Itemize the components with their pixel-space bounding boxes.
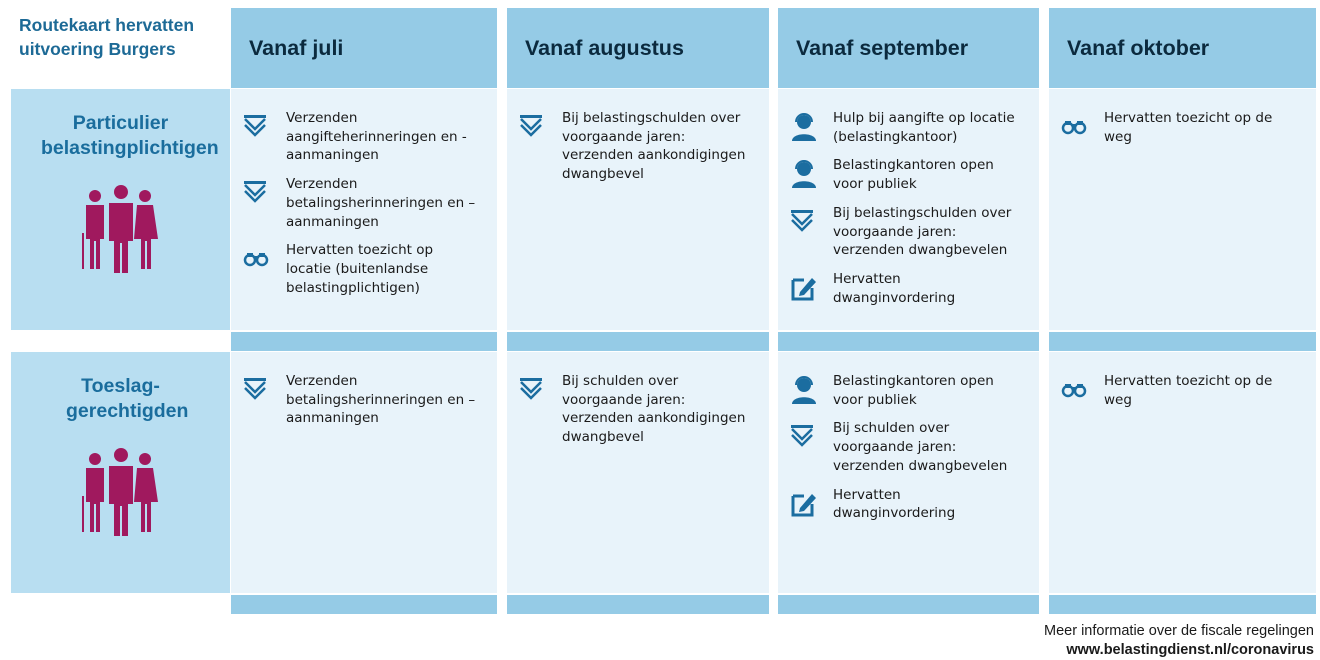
list-item — [1061, 372, 1296, 409]
list-item — [790, 204, 1019, 260]
item-text: Verzenden betalingsherinneringen en –aanmaningen — [286, 373, 476, 427]
column-header-july: Vanaf juli — [231, 8, 497, 88]
item-text: Hervatten toezicht op de weg — [1104, 110, 1273, 145]
row-divider-band — [1049, 595, 1316, 614]
cell-particulier-august — [507, 89, 769, 330]
list-item — [790, 270, 1019, 307]
cell-toeslag-july — [231, 352, 497, 593]
list-item — [243, 175, 477, 231]
cell-particulier-september — [778, 89, 1039, 330]
item-text: Belastingkantoren open voor publiek — [833, 373, 994, 408]
list-item — [790, 486, 1019, 523]
envelope-icon — [790, 423, 816, 451]
list-item — [519, 109, 749, 184]
item-text: Verzenden aangifteherinneringen en -aanmaningen — [286, 110, 467, 164]
cell-particulier-july — [231, 89, 497, 330]
item-text: Hervatten toezicht op locatie (buitenlandse belastingplichtigen) — [286, 242, 434, 296]
row-divider-band — [231, 595, 497, 614]
item-text: Hervatten toezicht op de weg — [1104, 373, 1273, 408]
list-item — [790, 419, 1019, 475]
edit-document-icon — [790, 274, 816, 302]
list-item — [790, 156, 1019, 193]
item-text: Hervatten dwanginvordering — [833, 486, 956, 522]
people-group-icon — [81, 183, 161, 273]
item-text: Bij schulden over voorgaande jaren: verzenden aankondigingen dwangbevel — [562, 373, 746, 446]
page-title: Routekaart hervatten uitvoering Burgers — [19, 15, 195, 59]
row-label-text: Toeslag-gerechtigden — [66, 375, 189, 422]
envelope-icon — [243, 376, 269, 404]
envelope-icon — [243, 113, 269, 141]
column-header-august: Vanaf augustus — [507, 8, 769, 88]
envelope-icon — [243, 179, 269, 207]
helpdesk-person-icon — [790, 113, 816, 141]
binoculars-icon — [1061, 376, 1087, 404]
helpdesk-person-icon — [790, 160, 816, 188]
binoculars-icon — [1061, 113, 1087, 141]
row-divider-band — [507, 595, 769, 614]
item-text: Belastingkantoren open voor publiek — [833, 157, 994, 193]
cell-toeslag-october — [1049, 352, 1316, 593]
item-text: Bij belastingschulden over voorgaande jaren: verzenden dwangbevelen — [833, 204, 1012, 259]
list-item — [519, 372, 749, 447]
item-text: Bij schulden over voorgaande jaren: verzenden dwangbevelen — [833, 420, 1008, 474]
item-text: Bij belastingschulden over voorgaande jaren: verzenden aankondigingen dwangbevel — [562, 110, 746, 183]
edit-document-icon — [790, 490, 816, 518]
envelope-icon — [519, 376, 545, 404]
footer-info-text: Meer informatie over de fiscale regelingen — [1044, 623, 1314, 639]
cell-particulier-october — [1049, 89, 1316, 330]
cell-toeslag-august — [507, 352, 769, 593]
row-divider-band — [507, 332, 769, 351]
row-label-toeslag — [11, 352, 230, 593]
list-item — [790, 372, 1019, 409]
binoculars-icon — [243, 245, 269, 273]
item-text: Verzenden betalingsherinneringen en –aanmaningen — [286, 176, 476, 230]
column-header-september: Vanaf september — [778, 8, 1039, 88]
list-item — [1061, 109, 1296, 146]
list-item — [243, 109, 477, 165]
item-text: Hulp bij aangifte op locatie (belastingkantoor) — [833, 110, 1015, 145]
row-divider-band — [1049, 332, 1316, 351]
list-item — [790, 109, 1019, 146]
row-label-particulier — [11, 89, 230, 330]
row-divider-band — [778, 595, 1039, 614]
helpdesk-person-icon — [790, 376, 816, 404]
column-header-october: Vanaf oktober — [1049, 8, 1316, 88]
cell-toeslag-september — [778, 352, 1039, 593]
row-divider-band — [231, 332, 497, 351]
envelope-icon — [790, 208, 816, 236]
list-item — [243, 372, 477, 428]
list-item — [243, 241, 477, 297]
envelope-icon — [519, 113, 545, 141]
people-group-icon — [81, 446, 161, 536]
row-divider-band — [778, 332, 1039, 351]
footer-url-link[interactable]: www.belastingdienst.nl/coronavirus — [1066, 642, 1314, 658]
row-label-text: Particulier belastingplichtigen — [41, 112, 219, 159]
item-text: Hervatten dwanginvordering — [833, 270, 956, 306]
